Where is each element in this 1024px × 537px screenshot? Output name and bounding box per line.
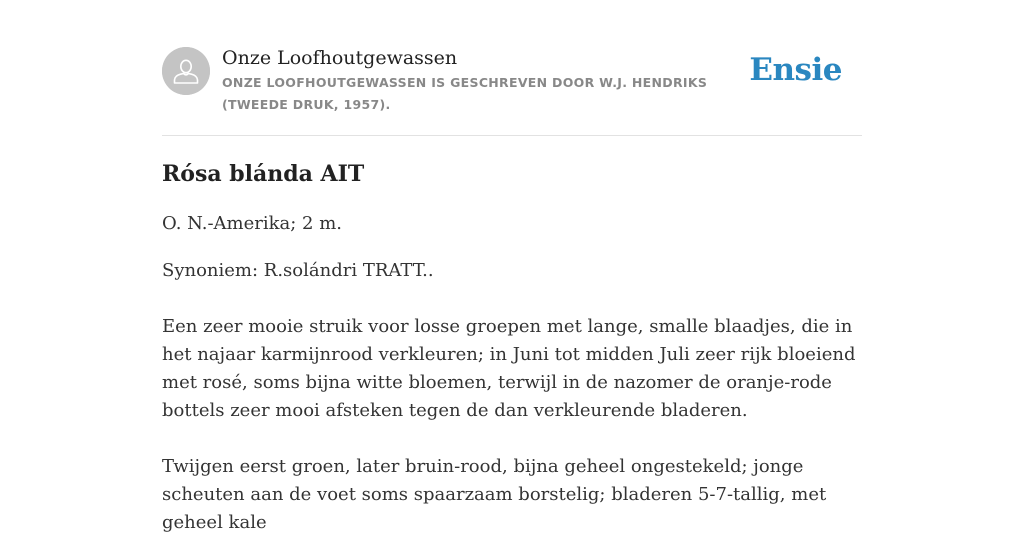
- entry-paragraph: Twijgen eerst groen, later bruin-rood, bijna geheel ongestekeld; jonge scheuten aan de voet soms spaarzaam borstelig; bladeren 5-7-tallig, met geheel kale: [162, 456, 827, 533]
- entry-title: Rósa blánda AIT: [162, 161, 365, 187]
- header-divider: [162, 135, 862, 136]
- user-silhouette-icon: [162, 47, 210, 95]
- brand-logo[interactable]: Ensie: [749, 52, 842, 88]
- source-title[interactable]: Onze Loofhoutgewassen: [222, 47, 458, 69]
- entry-paragraph: Een zeer mooie struik voor losse groepen met lange, smalle blaadjes, die in het najaar karmijnrood verkleuren; in Juni tot midden Juli zeer rijk bloeiend met rosé, soms bijna witte bloemen, terwijl in de nazomer de oranje-rode bottels zeer mooi afsteken tegen de dan verkleurende bladeren.: [162, 316, 856, 421]
- source-header: [162, 46, 862, 136]
- avatar[interactable]: [162, 47, 210, 95]
- entry-content: [162, 158, 866, 537]
- entry-origin: O. N.-Amerika; 2 m.: [162, 213, 343, 234]
- entry-synonym: Synoniem: R.solándri TRATT..: [162, 260, 434, 281]
- source-description: ONZE LOOFHOUTGEWASSEN IS GESCHREVEN DOOR W.J. HENDRIKS (TWEEDE DRUK, 1957).: [222, 75, 708, 112]
